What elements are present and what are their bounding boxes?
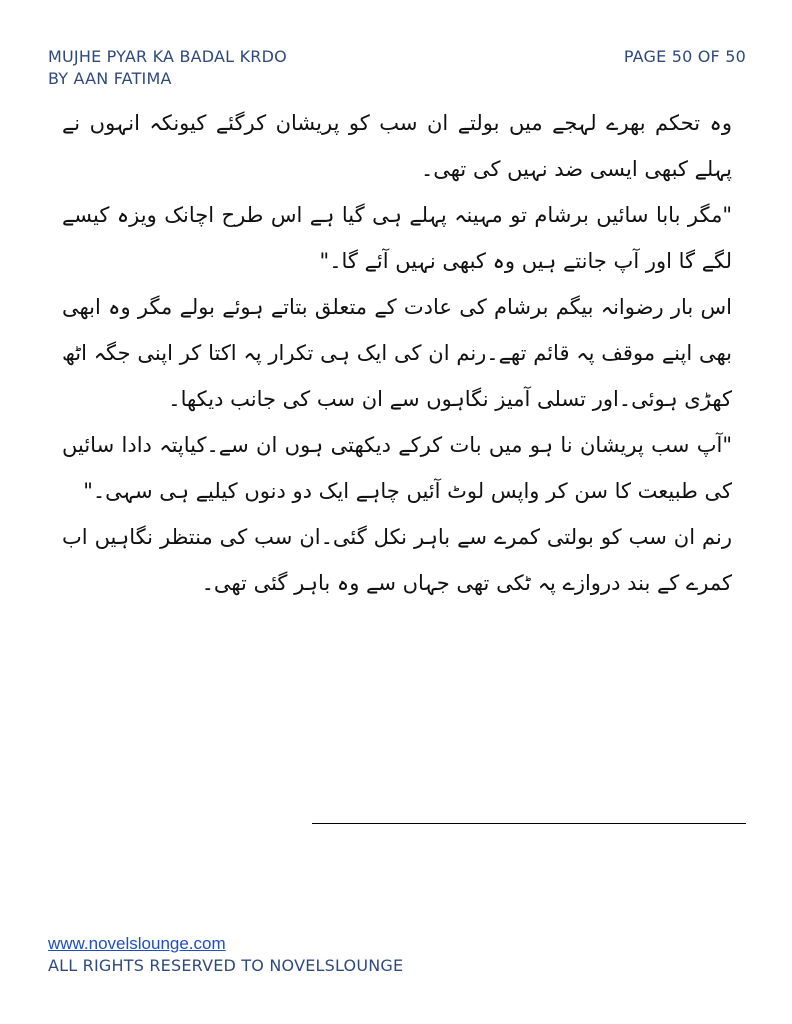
copyright-notice: ALL RIGHTS RESERVED TO NOVELSLOUNGE xyxy=(48,956,404,975)
page-header-left xyxy=(48,46,287,90)
story-text xyxy=(62,100,732,606)
paragraph-3: اس بار رضوانہ بیگم برشام کی عادت کے متعلق بتاتے ہوئے بولے مگر وہ ابھی بھی اپنے موقف پہ قائم تھے۔رنم ان کی ایک ہی تکرار پہ اکتا کر اپنی جگہ اٹھ کھڑی ہوئی۔اور تسلی آمیز نگاہوں سے ان سب کی جانب دیکھا۔ xyxy=(62,295,732,411)
paragraph-2: "مگر بابا سائیں برشام تو مہینہ پہلے ہی گیا ہے اس طرح اچانک ویزہ کیسے لگے گا اور آپ جانتے ہیں وہ کبھی نہیں آئے گا۔" xyxy=(62,203,732,273)
section-divider xyxy=(312,823,746,824)
paragraph-1: وہ تحکم بھرے لہجے میں بولتے ان سب کو پریشان کرگئے کیونکہ انہوں نے پہلے کبھی ایسی ضد نہیں کی تھی۔ xyxy=(62,111,732,181)
novel-author: BY AAN FATIMA xyxy=(48,69,172,88)
page-number: PAGE 50 OF 50 xyxy=(623,47,746,66)
website-link[interactable]: www.novelslounge.com xyxy=(48,934,226,953)
novel-title: MUJHE PYAR KA BADAL KRDO xyxy=(48,47,287,66)
paragraph-4: "آپ سب پریشان نا ہو میں بات کرکے دیکھتی ہوں ان سے۔کیاپتہ دادا سائیں کی طبیعت کا سن کر واپس لوٹ آئیں چاہے ایک دو دنوں کیلیے ہی سہی۔" xyxy=(62,433,732,503)
paragraph-5: رنم ان سب کو بولتی کمرے سے باہر نکل گئی۔ان سب کی منتظر نگاہیں اب کمرے کے بند دروازے پہ ٹکی تھی جہاں سے وہ باہر گئی تھی۔ xyxy=(62,525,732,595)
